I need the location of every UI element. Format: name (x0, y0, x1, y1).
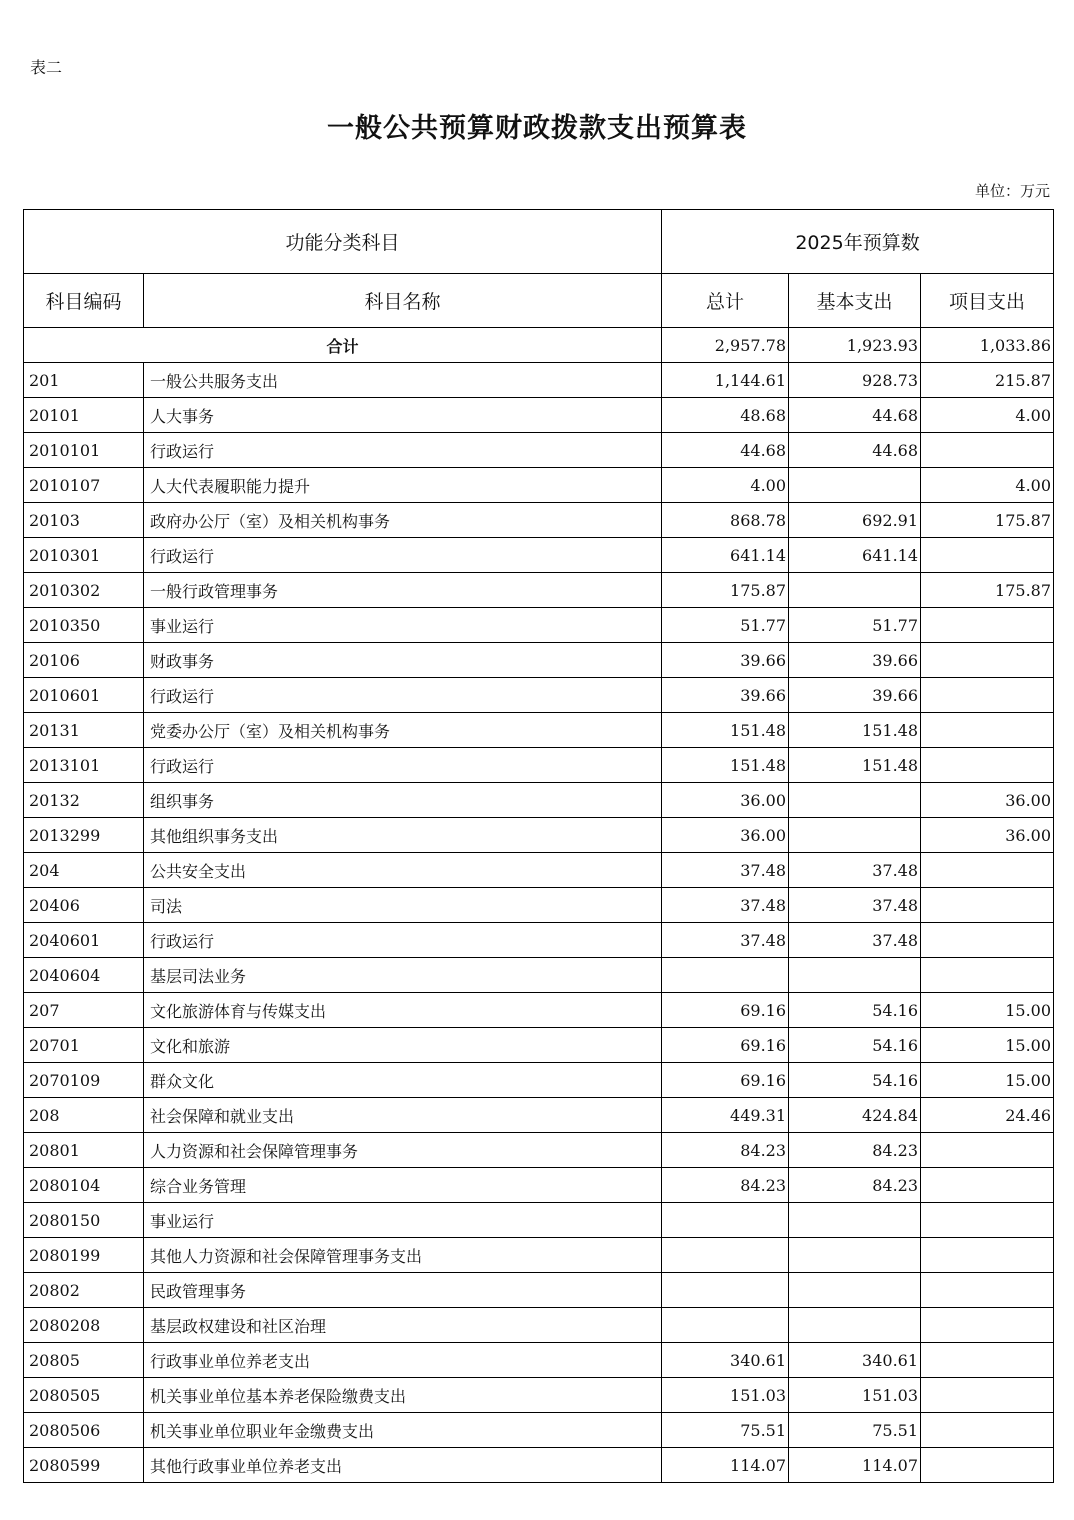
row-basic: 54.16 (789, 993, 921, 1028)
row-code: 2070109 (24, 1063, 144, 1098)
row-name: 行政运行 (144, 538, 662, 573)
row-code: 201 (24, 363, 144, 398)
row-basic: 114.07 (789, 1448, 921, 1483)
row-code: 20131 (24, 713, 144, 748)
table-row (24, 748, 1054, 783)
table-row (24, 1448, 1054, 1483)
row-code: 2010302 (24, 573, 144, 608)
header-code: 科目编码 (24, 274, 144, 328)
row-total (662, 1308, 789, 1343)
row-name: 党委办公厅（室）及相关机构事务 (144, 713, 662, 748)
row-basic: 37.48 (789, 923, 921, 958)
row-name: 人大代表履职能力提升 (144, 468, 662, 503)
row-total (662, 1203, 789, 1238)
row-name: 一般行政管理事务 (144, 573, 662, 608)
row-total: 641.14 (662, 538, 789, 573)
row-name: 其他组织事务支出 (144, 818, 662, 853)
row-code: 2080208 (24, 1308, 144, 1343)
row-basic (789, 958, 921, 993)
row-total: 44.68 (662, 433, 789, 468)
row-basic: 340.61 (789, 1343, 921, 1378)
row-total: 69.16 (662, 1063, 789, 1098)
row-code: 20406 (24, 888, 144, 923)
row-total (662, 1238, 789, 1273)
row-code: 2010107 (24, 468, 144, 503)
row-name: 公共安全支出 (144, 853, 662, 888)
row-code: 2040601 (24, 923, 144, 958)
table-row (24, 433, 1054, 468)
row-name: 行政运行 (144, 748, 662, 783)
row-total (662, 1273, 789, 1308)
row-code: 2040604 (24, 958, 144, 993)
row-name: 事业运行 (144, 1203, 662, 1238)
row-basic: 51.77 (789, 608, 921, 643)
header-project: 项目支出 (921, 274, 1054, 328)
row-code: 20106 (24, 643, 144, 678)
row-name: 民政管理事务 (144, 1273, 662, 1308)
table-row (24, 1028, 1054, 1063)
table-row (24, 1098, 1054, 1133)
row-basic (789, 1238, 921, 1273)
table-row (24, 1063, 1054, 1098)
row-code: 2080104 (24, 1168, 144, 1203)
sheet-label: 表二 (30, 58, 63, 77)
table-row (24, 1203, 1054, 1238)
row-project: 15.00 (921, 1063, 1054, 1098)
row-name: 机关事业单位职业年金缴费支出 (144, 1413, 662, 1448)
row-basic: 692.91 (789, 503, 921, 538)
table-row (24, 363, 1054, 398)
row-name: 一般公共服务支出 (144, 363, 662, 398)
row-total: 114.07 (662, 1448, 789, 1483)
row-code: 20805 (24, 1343, 144, 1378)
row-total (662, 958, 789, 993)
row-total: 36.00 (662, 818, 789, 853)
row-total: 84.23 (662, 1168, 789, 1203)
row-project (921, 1203, 1054, 1238)
row-basic: 928.73 (789, 363, 921, 398)
row-total: 151.48 (662, 713, 789, 748)
table-row (24, 713, 1054, 748)
total-sum: 2,957.78 (662, 328, 789, 363)
row-name: 综合业务管理 (144, 1168, 662, 1203)
row-name: 事业运行 (144, 608, 662, 643)
row-code: 20701 (24, 1028, 144, 1063)
row-name: 群众文化 (144, 1063, 662, 1098)
row-total: 69.16 (662, 993, 789, 1028)
table-row (24, 818, 1054, 853)
row-total: 84.23 (662, 1133, 789, 1168)
row-project (921, 1448, 1054, 1483)
table-row (24, 643, 1054, 678)
row-project: 15.00 (921, 993, 1054, 1028)
row-basic (789, 573, 921, 608)
row-basic: 37.48 (789, 853, 921, 888)
row-project: 175.87 (921, 503, 1054, 538)
row-total: 449.31 (662, 1098, 789, 1133)
row-project (921, 608, 1054, 643)
row-name: 机关事业单位基本养老保险缴费支出 (144, 1378, 662, 1413)
row-name: 其他行政事业单位养老支出 (144, 1448, 662, 1483)
header-basic: 基本支出 (789, 274, 921, 328)
table-row (24, 1168, 1054, 1203)
row-basic: 151.48 (789, 748, 921, 783)
row-name: 人力资源和社会保障管理事务 (144, 1133, 662, 1168)
row-basic (789, 468, 921, 503)
header-budget-year: 2025年预算数 (662, 210, 1054, 274)
row-total: 36.00 (662, 783, 789, 818)
row-project (921, 1413, 1054, 1448)
row-code: 2010301 (24, 538, 144, 573)
row-basic: 54.16 (789, 1028, 921, 1063)
row-basic: 84.23 (789, 1168, 921, 1203)
row-total: 340.61 (662, 1343, 789, 1378)
total-row (24, 328, 1054, 363)
unit-label: 单位：万元 (974, 182, 1050, 200)
row-total: 51.77 (662, 608, 789, 643)
row-project (921, 1168, 1054, 1203)
row-total: 75.51 (662, 1413, 789, 1448)
row-basic: 641.14 (789, 538, 921, 573)
row-basic: 37.48 (789, 888, 921, 923)
row-total: 151.48 (662, 748, 789, 783)
row-project (921, 1133, 1054, 1168)
row-code: 204 (24, 853, 144, 888)
row-code: 2010350 (24, 608, 144, 643)
row-basic: 424.84 (789, 1098, 921, 1133)
row-name: 基层政权建设和社区治理 (144, 1308, 662, 1343)
row-project: 36.00 (921, 783, 1054, 818)
total-project: 1,033.86 (921, 328, 1054, 363)
row-basic: 44.68 (789, 433, 921, 468)
row-basic (789, 1308, 921, 1343)
row-basic (789, 818, 921, 853)
row-project: 215.87 (921, 363, 1054, 398)
table-row (24, 853, 1054, 888)
table-row (24, 923, 1054, 958)
row-basic: 75.51 (789, 1413, 921, 1448)
row-project: 24.46 (921, 1098, 1054, 1133)
row-code: 20801 (24, 1133, 144, 1168)
row-basic (789, 1203, 921, 1238)
row-basic: 39.66 (789, 678, 921, 713)
table-row (24, 503, 1054, 538)
row-project (921, 1308, 1054, 1343)
row-total: 48.68 (662, 398, 789, 433)
header-name: 科目名称 (144, 274, 662, 328)
row-basic: 44.68 (789, 398, 921, 433)
row-basic: 151.48 (789, 713, 921, 748)
row-total: 151.03 (662, 1378, 789, 1413)
row-basic: 84.23 (789, 1133, 921, 1168)
table-row (24, 468, 1054, 503)
row-name: 其他人力资源和社会保障管理事务支出 (144, 1238, 662, 1273)
table-row (24, 1238, 1054, 1273)
row-project (921, 958, 1054, 993)
table-row (24, 993, 1054, 1028)
row-total: 175.87 (662, 573, 789, 608)
row-code: 2080599 (24, 1448, 144, 1483)
header-function-category: 功能分类科目 (24, 210, 662, 274)
header-total: 总计 (662, 274, 789, 328)
row-name: 组织事务 (144, 783, 662, 818)
row-project: 36.00 (921, 818, 1054, 853)
row-name: 行政事业单位养老支出 (144, 1343, 662, 1378)
row-code: 2080505 (24, 1378, 144, 1413)
row-project (921, 923, 1054, 958)
table-row (24, 1343, 1054, 1378)
row-code: 2080150 (24, 1203, 144, 1238)
row-name: 文化和旅游 (144, 1028, 662, 1063)
row-name: 行政运行 (144, 923, 662, 958)
row-name: 司法 (144, 888, 662, 923)
row-code: 2010601 (24, 678, 144, 713)
row-code: 207 (24, 993, 144, 1028)
table-row (24, 398, 1054, 433)
row-name: 行政运行 (144, 678, 662, 713)
budget-table (23, 209, 1054, 1483)
row-total: 1,144.61 (662, 363, 789, 398)
table-row (24, 783, 1054, 818)
row-code: 20132 (24, 783, 144, 818)
row-basic: 54.16 (789, 1063, 921, 1098)
row-project (921, 1378, 1054, 1413)
row-project (921, 713, 1054, 748)
table-row (24, 538, 1054, 573)
row-name: 政府办公厅（室）及相关机构事务 (144, 503, 662, 538)
row-project: 4.00 (921, 398, 1054, 433)
row-total: 39.66 (662, 643, 789, 678)
row-code: 208 (24, 1098, 144, 1133)
row-project (921, 678, 1054, 713)
row-code: 2013101 (24, 748, 144, 783)
row-total: 37.48 (662, 923, 789, 958)
row-total: 39.66 (662, 678, 789, 713)
table-row (24, 1378, 1054, 1413)
row-basic: 39.66 (789, 643, 921, 678)
table-row (24, 1273, 1054, 1308)
row-total: 69.16 (662, 1028, 789, 1063)
row-project: 4.00 (921, 468, 1054, 503)
row-name: 行政运行 (144, 433, 662, 468)
row-basic: 151.03 (789, 1378, 921, 1413)
table-row (24, 958, 1054, 993)
table-row (24, 608, 1054, 643)
total-basic: 1,923.93 (789, 328, 921, 363)
row-code: 2080506 (24, 1413, 144, 1448)
row-total: 37.48 (662, 888, 789, 923)
row-total: 868.78 (662, 503, 789, 538)
row-project: 175.87 (921, 573, 1054, 608)
row-name: 人大事务 (144, 398, 662, 433)
row-code: 20101 (24, 398, 144, 433)
table-row (24, 573, 1054, 608)
row-name: 财政事务 (144, 643, 662, 678)
row-total: 4.00 (662, 468, 789, 503)
row-basic (789, 1273, 921, 1308)
row-code: 2080199 (24, 1238, 144, 1273)
row-project (921, 748, 1054, 783)
row-project (921, 433, 1054, 468)
row-project (921, 643, 1054, 678)
table-row (24, 1308, 1054, 1343)
page-title: 一般公共预算财政拨款支出预算表 (327, 113, 747, 144)
row-name: 文化旅游体育与传媒支出 (144, 993, 662, 1028)
row-code: 2013299 (24, 818, 144, 853)
row-code: 20802 (24, 1273, 144, 1308)
row-name: 基层司法业务 (144, 958, 662, 993)
table-row (24, 678, 1054, 713)
table-row (24, 1133, 1054, 1168)
row-project: 15.00 (921, 1028, 1054, 1063)
row-project (921, 1238, 1054, 1273)
table-row (24, 888, 1054, 923)
row-code: 20103 (24, 503, 144, 538)
row-project (921, 538, 1054, 573)
table-row (24, 1413, 1054, 1448)
row-code: 2010101 (24, 433, 144, 468)
row-project (921, 1273, 1054, 1308)
row-project (921, 853, 1054, 888)
row-basic (789, 783, 921, 818)
total-label: 合计 (24, 328, 662, 363)
row-project (921, 888, 1054, 923)
row-name: 社会保障和就业支出 (144, 1098, 662, 1133)
row-total: 37.48 (662, 853, 789, 888)
row-project (921, 1343, 1054, 1378)
